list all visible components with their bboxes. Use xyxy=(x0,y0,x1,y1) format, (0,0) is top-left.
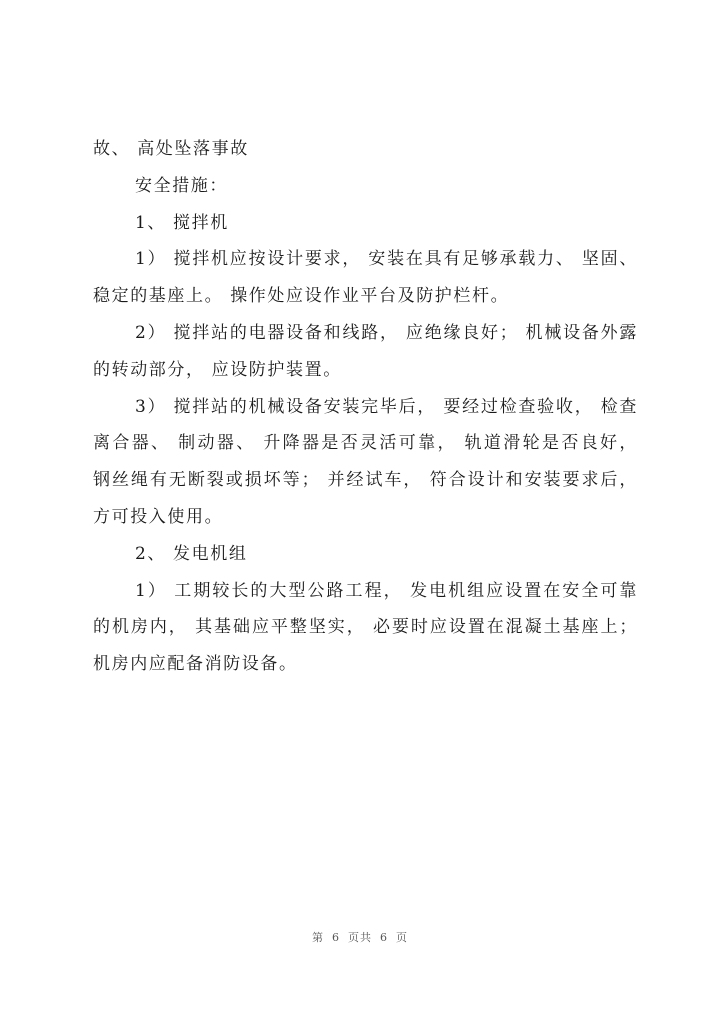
paragraph-mixer-item-1: 1） 搅拌机应按设计要求， 安装在具有足够承载力、 坚固、 稳定的基座上。 操作处应设作业平台及防护栏杆。 xyxy=(93,249,638,307)
paragraph-section-generator: 2、 发电机组 xyxy=(135,543,248,564)
document-body xyxy=(93,131,638,683)
paragraph-continuation: 故、 高处坠落事故 xyxy=(93,139,249,159)
footer-total-pages: 6 xyxy=(380,931,388,944)
footer-prefix: 第 xyxy=(312,931,324,944)
footer-middle: 页共 xyxy=(348,931,372,944)
paragraph-mixer-item-3: 3） 搅拌站的机械设备安装完毕后， 要经过检查验收， 检查离合器、 制动器、 升降器是否灵活可靠， 轨道滑轮是否良好， 钢丝绳有无断裂或损坏等； 并经试车， 符合设计和安装要求后， 方可投入使用。 xyxy=(93,396,638,527)
paragraph-safety-measures-heading: 安全措施： xyxy=(135,175,228,196)
footer-page-number: 6 xyxy=(332,931,340,944)
paragraph-mixer-item-2: 2） 搅拌站的电器设备和线路， 应绝缘良好； 机械设备外露的转动部分， 应设防护装置。 xyxy=(93,322,638,380)
footer-suffix: 页 xyxy=(396,931,408,944)
paragraph-section-mixer: 1、 搅拌机 xyxy=(135,212,229,233)
paragraph-generator-item-1: 1） 工期较长的大型公路工程， 发电机组应设置在安全可靠的机房内， 其基础应平整坚实， 必要时应设置在混凝土基座上； 机房内应配备消防设备。 xyxy=(93,580,638,675)
page-footer xyxy=(0,929,720,945)
